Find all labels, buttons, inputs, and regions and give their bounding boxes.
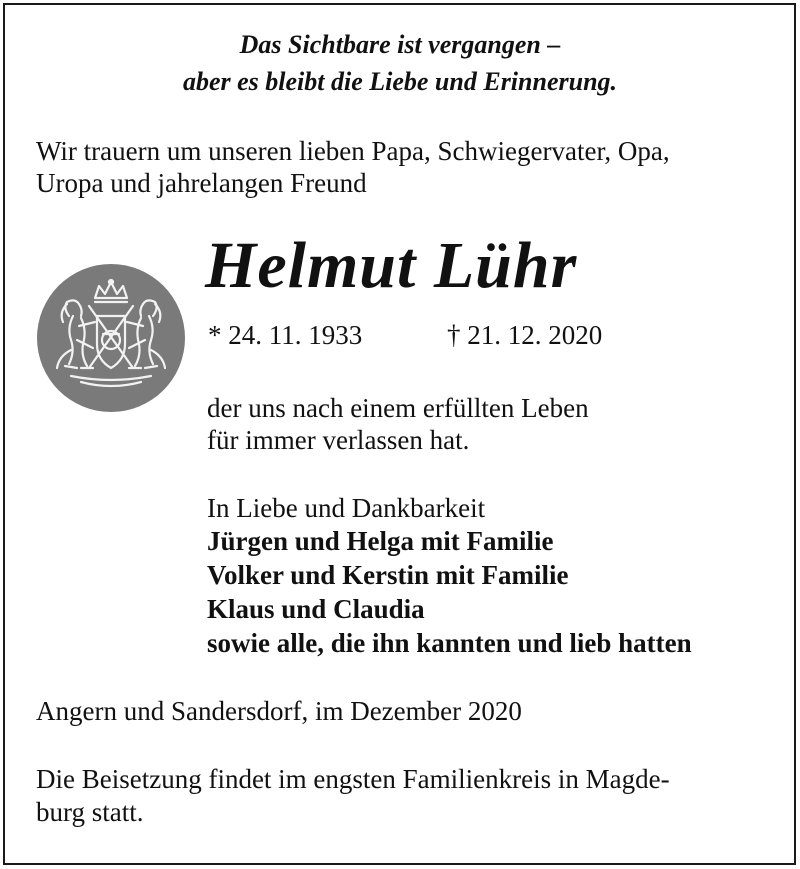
mourners-heading: In Liebe und Dankbarkeit	[207, 493, 486, 523]
mourner-line: Klaus und Claudia	[207, 594, 425, 624]
message-line-2: für immer verlassen hat.	[207, 425, 470, 455]
funeral-line-2: burg statt.	[36, 797, 144, 827]
mourner-line: Volker und Kerstin mit Familie	[207, 560, 569, 590]
birth-date: * 24. 11. 1933	[208, 320, 363, 350]
message-line-1: der uns nach einem erfüllten Leben	[207, 393, 589, 423]
place-date: Angern und Sandersdorf, im Dezember 2020	[36, 696, 522, 726]
mourner-line: Jürgen und Helga mit Familie	[207, 526, 554, 556]
motto-line-1: Das Sichtbare ist vergangen –	[239, 30, 561, 59]
deceased-name: Helmut Lühr	[205, 229, 578, 302]
motto-line-2: aber es bleibt die Liebe und Erinnerung.	[182, 67, 618, 96]
funeral-line-1: Die Beisetzung findet im engsten Familienkreis in Magde-	[36, 764, 670, 794]
mourner-line: sowie alle, die ihn kannten und lieb hatten	[207, 628, 692, 658]
intro-line-2: Uropa und jahrelangen Freund	[36, 168, 367, 198]
intro-line-1: Wir trauern um unseren lieben Papa, Schwiegervater, Opa,	[36, 136, 670, 166]
heraldic-crest-icon	[37, 264, 185, 412]
death-date: † 21. 12. 2020	[447, 320, 603, 350]
